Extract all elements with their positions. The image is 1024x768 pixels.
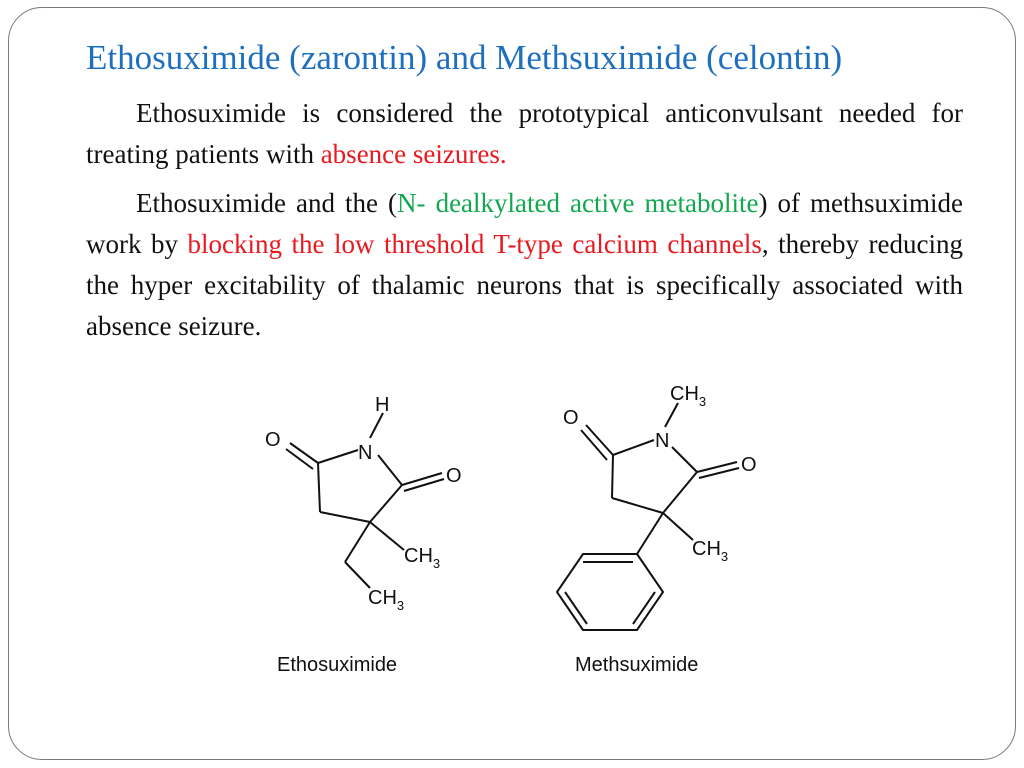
metabolite-highlight: N- dealkylated active metabolite <box>397 188 759 218</box>
ethosuximide-ch3-group: $CH_3$ <box>404 545 441 571</box>
paragraph-2 <box>86 183 963 347</box>
methsuximide-o-left-atom: O <box>563 407 579 429</box>
slide-title: Ethosuximide (zarontin) and Methsuximide (celontin) <box>86 38 843 77</box>
methsuximide-n-ch3-group: $CH_3$ <box>670 383 707 409</box>
paragraph-2-part2: ) of methsuximide work by <box>86 188 964 259</box>
methsuximide-n-atom: N <box>655 430 670 452</box>
absence-seizures-highlight: absence seizures. <box>320 139 507 169</box>
paragraph-2-part1: Ethosuximide and the ( <box>136 188 398 218</box>
ethosuximide-n-atom: N <box>358 442 373 464</box>
ethosuximide-ethyl-ch3-group: $CH_3$ <box>368 587 405 613</box>
paragraph-1 <box>86 93 963 175</box>
methsuximide-caption: Methsuximide <box>575 654 699 676</box>
methsuximide-ch3-group: $CH_3$ <box>692 538 729 564</box>
ethosuximide-caption: Ethosuximide <box>277 654 398 676</box>
ethosuximide-o-left-atom: O <box>265 429 281 451</box>
ethosuximide-o-right-atom: O <box>446 465 462 487</box>
calcium-channel-highlight: blocking the low threshold T-type calcium channels <box>187 229 762 259</box>
methsuximide-o-right-atom: O <box>741 454 757 476</box>
paragraph-2-part3: , thereby reducing the hyper excitability of thalamic neurons that is specifically associated with absence seizure. <box>86 229 963 341</box>
paragraph-1-text: Ethosuximide is considered the prototypical anticonvulsant needed for treating patients with <box>86 98 963 169</box>
ethosuximide-h-atom: H <box>375 394 390 416</box>
